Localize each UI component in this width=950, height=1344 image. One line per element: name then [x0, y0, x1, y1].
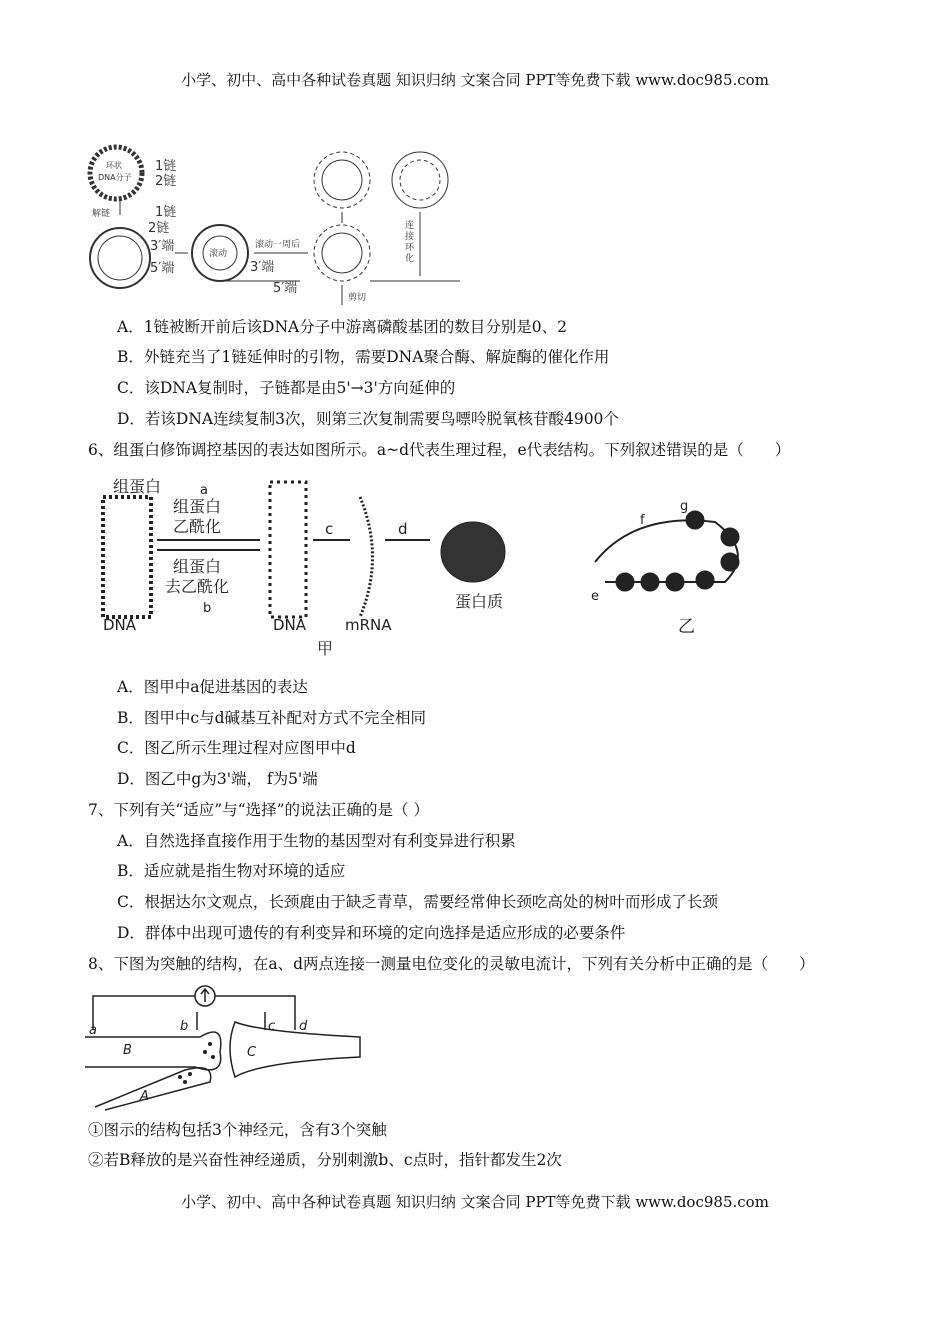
label-dna-2: DNA [273, 616, 307, 634]
label-g: g [680, 499, 689, 514]
label-c: c [268, 1019, 276, 1034]
label-yi: 乙 [678, 617, 695, 637]
q5-option-a: A．1链被断开前后该DNA分子中游离磷酸基团的数目分别是0、2 [117, 318, 567, 336]
q7-option-c: C．根据达尔文观点，长颈鹿由于缺乏青草，需要经常伸长颈吃高处的树叶而形成了长颈 [117, 893, 718, 911]
q8-statement-1: ①图示的结构包括3个神经元，含有3个突触 [88, 1121, 387, 1139]
label-a: a [89, 1023, 97, 1038]
label-B: B [123, 1043, 132, 1058]
label-5end-b: 5′端 [273, 281, 298, 296]
q6-stem: 6、组蛋白修饰调控基因的表达如图所示。a~d代表生理过程，e代表结构。下列叙述错误的是（ ） [88, 441, 791, 459]
label-protein: 蛋白质 [455, 592, 504, 611]
label-A: A [140, 1089, 149, 1104]
q7-option-a: A．自然选择直接作用于生物的基因型对有利变异进行积累 [117, 832, 516, 850]
q6-option-d: D．图乙中g为3'端， f为5'端 [117, 770, 318, 788]
q5-option-c: C．该DNA复制时，子链都是由5'→3'方向延伸的 [117, 379, 456, 397]
label-acetyl-2: 乙酰化 [173, 517, 222, 536]
label-cyc2: 接 [405, 232, 415, 242]
label-C: C [247, 1045, 257, 1060]
label-jia: 甲 [317, 639, 334, 658]
q6-option-b: B．图甲中c与d碱基互补配对方式不完全相同 [117, 709, 426, 727]
label-dna-1: DNA [103, 616, 137, 634]
label-dna-molecule: DNA分子 [98, 173, 132, 182]
q6-option-c: C．图乙所示生理过程对应图甲中d [117, 739, 356, 757]
label-cyc3: 环 [405, 243, 415, 253]
label-unwind: 解链 [92, 209, 111, 219]
q7-stem: 7、下列有关“适应”与“选择”的说法正确的是（ ） [88, 801, 429, 819]
label-after-roll: 滚动一周后 [255, 240, 301, 250]
label-c: c [325, 520, 334, 538]
q5-option-d: D．若该DNA连续复制3次，则第三次复制需要鸟嘌呤脱氧核苷酸4900个 [117, 410, 619, 428]
label-cyc1: 连 [405, 221, 415, 231]
label-roll: 滚动 [209, 249, 228, 259]
page-header: 小学、初中、高中各种试卷真题 知识归纳 文案合同 PPT等免费下载 www.doc985.com [181, 71, 769, 89]
label-chain1: 1链 [155, 159, 177, 174]
synapse-figure [85, 982, 365, 1112]
label-3end: 3′端 [150, 239, 175, 254]
q8-stem: 8、下图为突触的结构，在a、d两点连接一测量电位变化的灵敏电流计，下列有关分析中正确的是（ ） [88, 955, 815, 973]
label-acetyl-1: 组蛋白 [173, 497, 222, 516]
label-f: f [640, 513, 645, 528]
label-deacetyl-2: 去乙酰化 [165, 577, 230, 596]
label-histone: 组蛋白 [113, 477, 162, 496]
label-3end-b: 3′端 [250, 260, 275, 275]
q7-option-b: B．适应就是指生物对环境的适应 [117, 862, 346, 880]
label-5end: 5′端 [150, 261, 175, 276]
q7-option-d: D．群体中出现可遗传的有利变异和环境的定向选择是适应形成的必要条件 [117, 924, 626, 942]
label-chain1-b: 1链 [155, 205, 177, 220]
label-cyc4: 化 [405, 254, 415, 264]
q8-statement-2: ②若B释放的是兴奋性神经递质，分别刺激b、c点时，指针都发生2次 [88, 1151, 562, 1169]
label-b: b [203, 601, 212, 616]
label-a: a [200, 483, 208, 498]
label-cut: 剪切 [348, 293, 367, 303]
histone-modification-figure [95, 472, 775, 662]
label-mrna: mRNA [345, 616, 392, 634]
q5-option-b: B．外链充当了1链延伸时的引物，需要DNA聚合酶、解旋酶的催化作用 [117, 348, 610, 366]
label-d: d [398, 520, 408, 538]
label-chain2-b: 2链 [148, 221, 170, 236]
label-d: d [299, 1019, 308, 1034]
label-chain2: 2链 [155, 174, 177, 189]
q6-option-a: A．图甲中a促进基因的表达 [117, 678, 308, 696]
label-circular: 环状 [106, 161, 122, 170]
label-deacetyl-1: 组蛋白 [173, 557, 222, 576]
page-footer: 小学、初中、高中各种试卷真题 知识归纳 文案合同 PPT等免费下载 www.doc985.com [181, 1193, 769, 1211]
label-b: b [180, 1019, 189, 1034]
label-e: e [591, 589, 599, 604]
rolling-circle-replication-figure [80, 140, 460, 310]
